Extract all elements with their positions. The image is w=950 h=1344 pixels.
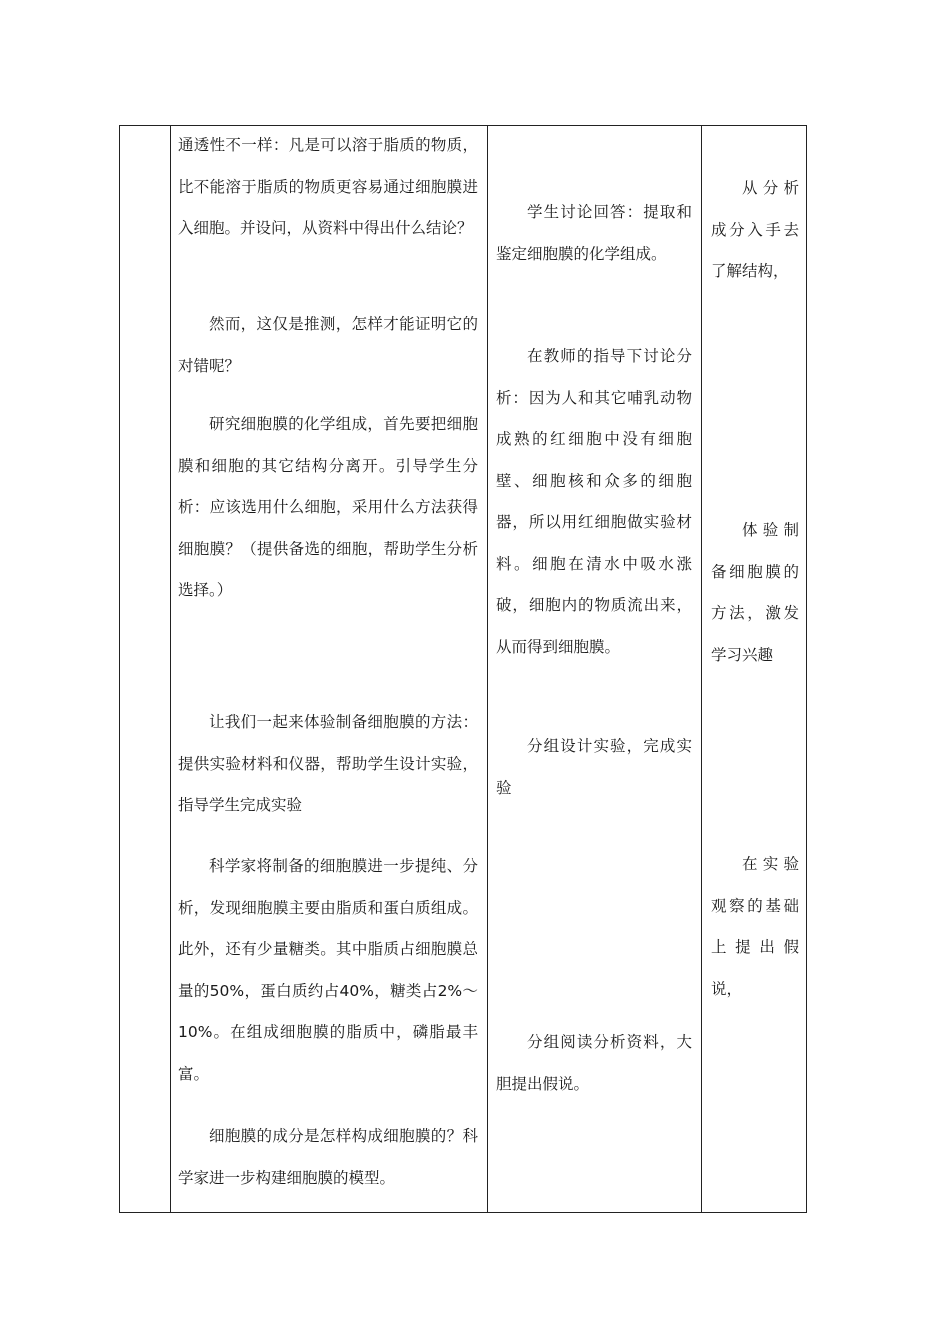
student-paragraph: 分组阅读分析资料，大胆提出假说。 [496, 1033, 692, 1093]
design-intent-column [711, 126, 799, 1212]
intent-paragraph: 体验制备细胞膜的方法，激发学习兴趣 [711, 521, 799, 664]
teacher-paragraph: 让我们一起来体验制备细胞膜的方法：提供实验材料和仪器，帮助学生设计实验，指导学生完成实验 [178, 713, 478, 814]
column-divider [701, 126, 702, 1212]
teacher-paragraph: 细胞膜的成分是怎样构成细胞膜的？科学家进一步构建细胞膜的模型。 [178, 1127, 478, 1187]
student-paragraph: 分组设计实验，完成实验 [496, 737, 692, 797]
student-paragraph: 在教师的指导下讨论分析：因为人和其它哺乳动物成熟的红细胞中没有细胞壁、细胞核和众多的细胞器，所以用红细胞做实验材料。细胞在清水中吸水涨破，细胞内的物质流出来，从而得到细胞膜。 [496, 347, 692, 656]
column-divider [487, 126, 488, 1212]
column-divider [170, 126, 171, 1212]
teacher-paragraph: 然而，这仅是推测，怎样才能证明它的对错呢？ [178, 315, 478, 375]
lesson-table [119, 125, 807, 1213]
intent-paragraph: 从分析成分入手去了解结构， [711, 179, 799, 280]
teacher-paragraph: 科学家将制备的细胞膜进一步提纯、分析，发现细胞膜主要由脂质和蛋白质组成。此外，还有少量糖类。其中脂质占细胞膜总量的50%，蛋白质约占40%，糖类占2%～10%。在组成细胞膜的脂质中，磷脂最丰富。 [178, 857, 478, 1083]
teacher-activity-column [178, 126, 478, 1212]
student-paragraph: 学生讨论回答：提取和鉴定细胞膜的化学组成。 [496, 203, 692, 263]
section-column [120, 126, 170, 1212]
teacher-paragraph: 通透性不一样：凡是可以溶于脂质的物质，比不能溶于脂质的物质更容易通过细胞膜进入细胞。并设问，从资料中得出什么结论？ [178, 136, 478, 237]
student-activity-column [496, 126, 692, 1212]
teacher-paragraph: 研究细胞膜的化学组成，首先要把细胞膜和细胞的其它结构分离开。引导学生分析：应该选用什么细胞，采用什么方法获得细胞膜？（提供备选的细胞，帮助学生分析选择。） [178, 415, 478, 599]
intent-paragraph: 在实验观察的基础上提出假说， [711, 855, 799, 998]
